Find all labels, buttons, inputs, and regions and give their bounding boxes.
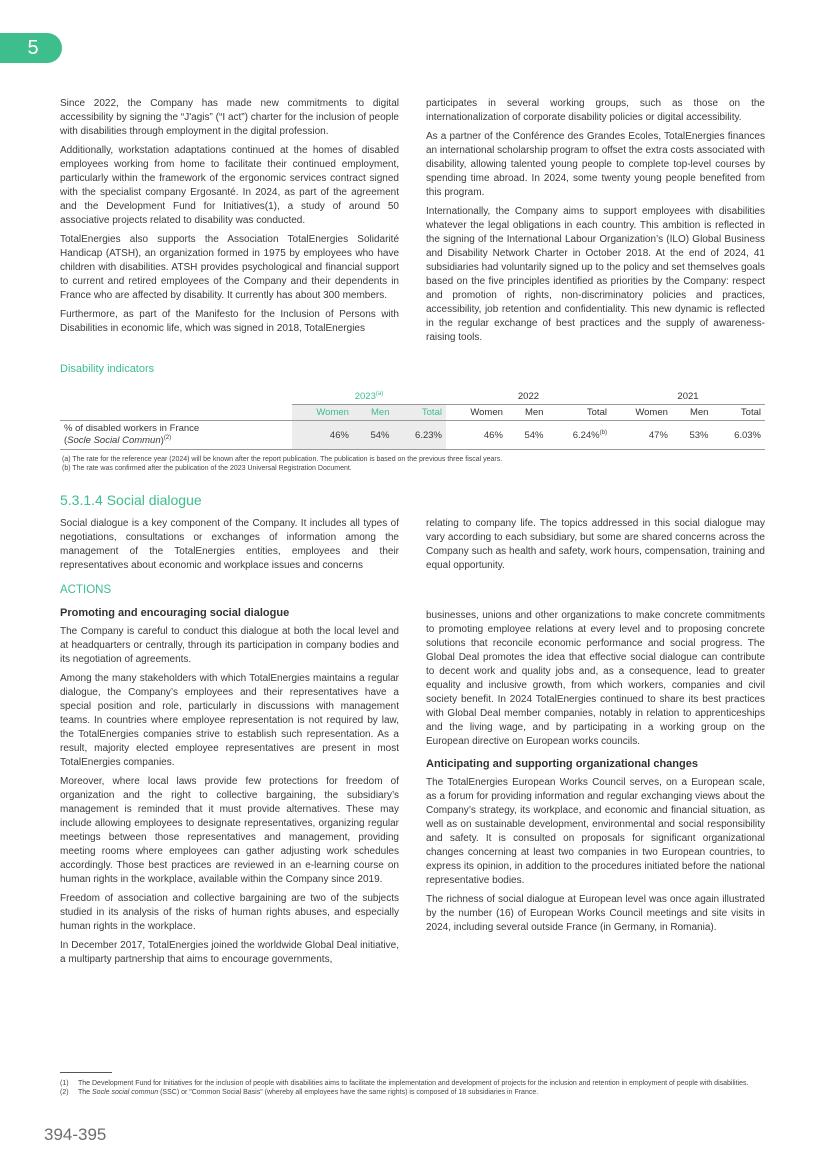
paragraph [60, 308, 399, 336]
text: TotalEnergies also supports the Association TotalEnergies Solidarité Handicap (ATSH), an organization formed in 1975 by employees who have children with disabilities. ATSH provides psychological and financial support to current and retired employees of the Company and their dependents in France who are affected by disability. It currently has about 300 members. [60, 234, 399, 301]
intro-left [60, 517, 399, 578]
text: Additionally, workstation adaptations continued at the homes of disabled employees working from home to facilitate their continued employment, particularly within the framework of the ergonomic services contract signed with the specialist company Ergosanté. In 2024, as part of the agreement and the Development Fund for Initiatives(1), a study of around 50 associative projects related to disability was conducted. [60, 145, 399, 226]
indicators-title: Disability indicators [60, 363, 155, 375]
value-2022-total: 6.24%$^{(b)}$ [572, 429, 607, 441]
header-women: Women [635, 407, 668, 418]
paragraph: The richness of social dialogue at European level was once again illustrated by the number (16) of European Works Council meetings and site visits in 2024, including several outside France (in Germany, in Romania). [426, 894, 765, 933]
value-2022-men: 54% [524, 429, 544, 441]
chapter-tab: 5 [0, 33, 62, 63]
header-women: Women [292, 405, 353, 421]
paragraph [60, 97, 399, 139]
value-2023-men: 54% [353, 421, 394, 450]
value-2023-total: 6.23% [394, 421, 446, 450]
value-2021-total: 6.03% [734, 429, 761, 441]
year-2021: 2021 [611, 389, 765, 405]
footnotes [60, 1072, 765, 1097]
year-2022: 2022 [446, 389, 611, 405]
table-note: (b) The rate was confirmed after the publication of the 2023 Universal Registration Document. [62, 465, 352, 472]
header-total: Total [740, 407, 761, 418]
actions-title: ACTIONS [60, 584, 112, 596]
subheading: Promoting and encouraging social dialogue [60, 607, 290, 619]
paragraph [426, 97, 765, 125]
text: As a partner of the Conférence des Grandes Ecoles, TotalEnergies finances an international scholarship program to offset the extra costs associated with disability, allowing talented young people to complete top-level courses by spending time abroad. In 2024, some twenty young people benefited from this program. [426, 131, 765, 198]
value-2023-women: 46% [292, 421, 353, 450]
intro-right [426, 517, 765, 578]
text: Internationally, the Company aims to support employees with disabilities whatever the legal obligations in each country. This ambition is reflected in the signing of the International Labour Organization’s (ILO) Global Business and Disability Network Charter in October 2018. At the end of 2024, 41 subsidiaries had voluntarily signed up to the policy and set themselves goals based on the five principles identified as priorities by the Company: respect and promotion of rights, non-discriminatory policies and practices, accessibility, job retention and confidentiality. This new dynamic is reflected in the regular exchange of best practices and the supply of awareness-raising tools. [426, 206, 765, 343]
footnote-rule [60, 1072, 112, 1073]
header-men: Men [353, 405, 394, 421]
paragraph [60, 233, 399, 303]
disability-right-column [426, 97, 765, 350]
footnote: (2) The Socle social commun (SSC) or "Common Social Basis" (whereby all employees have the same rights) is composed of 18 subsidiaries in France. [60, 1089, 539, 1096]
header-total: Total [586, 407, 607, 418]
header-women: Women [470, 407, 503, 418]
table-notes [62, 455, 502, 473]
subheading: Anticipating and supporting organizational changes [426, 758, 698, 770]
paragraph: Among the many stakeholders with which TotalEnergies maintains a regular dialogue, the Company’s employees and their representatives have a special position and role, particularly in discussions with management teams. In countries where employee representation is not required by law, the TotalEnergies companies strive to establish such representation. As a result, majority elected employee representatives are present in most TotalEnergies companies. [60, 673, 399, 768]
text: participates in several working groups, such as those on the internationalization of corporate disability policies or digital accessibility. [426, 98, 765, 123]
text: Since 2022, the Company has made new commitments to digital accessibility by signing the “J'agis” (“I act”) charter for the inclusion of people with disabilities through employment in the digital profession. [60, 98, 399, 137]
paragraph: relating to company life. The topics addressed in this social dialogue may vary according to each subsidiary, but some are shared concerns across the Company such as health and safety, work hours, compensation, training and equal opportunity. [426, 518, 765, 571]
text: Furthermore, as part of the Manifesto for the Inclusion of Persons with Disabilities in economic life, which was signed in 2018, TotalEnergies [60, 309, 399, 334]
paragraph [426, 130, 765, 200]
year-2023: 2023$^{(a)}$ [292, 389, 446, 405]
disability-indicators-table [60, 389, 765, 450]
page-number: 394-395 [44, 1125, 107, 1144]
table-row [60, 421, 765, 450]
section-title: 5.3.1.4 Social dialogue [60, 492, 202, 508]
value-2021-men: 53% [689, 429, 709, 441]
paragraph: The TotalEnergies European Works Council serves, on a European scale, as a forum for providing information and regular exchanging views about the Company’s strategy, its workplace, and economic and financial situation, as well as on sustainable development, environmental and social responsibility and safety. It is consulted on proposals for significant organizational changes concerning at least two companies in two European countries, to express its opinion, in addition to the procedures initiated before the national representative bodies. [426, 777, 765, 886]
paragraph: The Company is careful to conduct this dialogue at both the local level and at headquarters or centrally, through its participation in company bodies and its negotiation of agreements. [60, 626, 399, 665]
header-total: Total [394, 405, 446, 421]
paragraph: businesses, unions and other organizations to make concrete commitments to promoting employee relations at every level and to proposing concrete solutions that reconcile economic performance and social progress. The Global Deal promotes the idea that effective social dialogue can contribute to decent work and quality jobs and, as a consequence, lead to greater equality and inclusive growth, from which workers, companies and civil society benefit. In 2024 TotalEnergies continued to share its best practices with Global Deal member companies, notably in relation to apprenticeships and the living wage, and by participating in a working group on the European directive on European works councils. [426, 610, 765, 747]
header-men: Men [524, 407, 544, 418]
header-men: Men [689, 407, 709, 418]
paragraph [426, 205, 765, 345]
value-2022-women: 46% [483, 429, 503, 441]
paragraph: In December 2017, TotalEnergies joined the worldwide Global Deal initiative, a multiparty partnership that aims to encourage governments, [60, 940, 399, 965]
value-2021-women: 47% [648, 429, 668, 441]
footnote: (1) The Development Fund for Initiatives for the inclusion of people with disabilities aims to facilitate the implementation and development of projects for the inclusion and retention in employment of people with disabilities. [60, 1080, 749, 1087]
paragraph [60, 144, 399, 228]
social-dialogue-left-column [60, 606, 399, 972]
paragraph: Social dialogue is a key component of the Company. It includes all types of negotiations, consultations or exchanges of information among the management of the TotalEnergies entities, employees and their representatives about economic and workplace issues and concerns [60, 518, 399, 571]
paragraph: Moreover, where local laws provide few protections for freedom of organization and the right to collective bargaining, the subsidiary’s management is reminded that it must provide alternatives. These may include allowing employees to designate representatives, organizing regular meetings between those representatives and management, providing meeting rooms where employees can gather adjusting work schedules accordingly. Those best practices are reviewed in an e-learning course on human rights in the workplace, available within the Company since 2019. [60, 776, 399, 885]
paragraph: Freedom of association and collective bargaining are two of the subjects studied in its analysis of the risks of human rights abuses, and especially human rights in the workplace. [60, 893, 399, 932]
blank-cell [60, 389, 292, 405]
blank-cell [60, 405, 292, 421]
social-dialogue-right-column [426, 609, 765, 940]
table-note: (a) The rate for the reference year (2024) will be known after the report publication. The publication is based on the previous three fiscal years. [62, 456, 503, 463]
row-label: % of disabled workers in France (Socle Social Commun)$^{(2)}$ [64, 423, 200, 446]
disability-left-column [60, 97, 399, 341]
